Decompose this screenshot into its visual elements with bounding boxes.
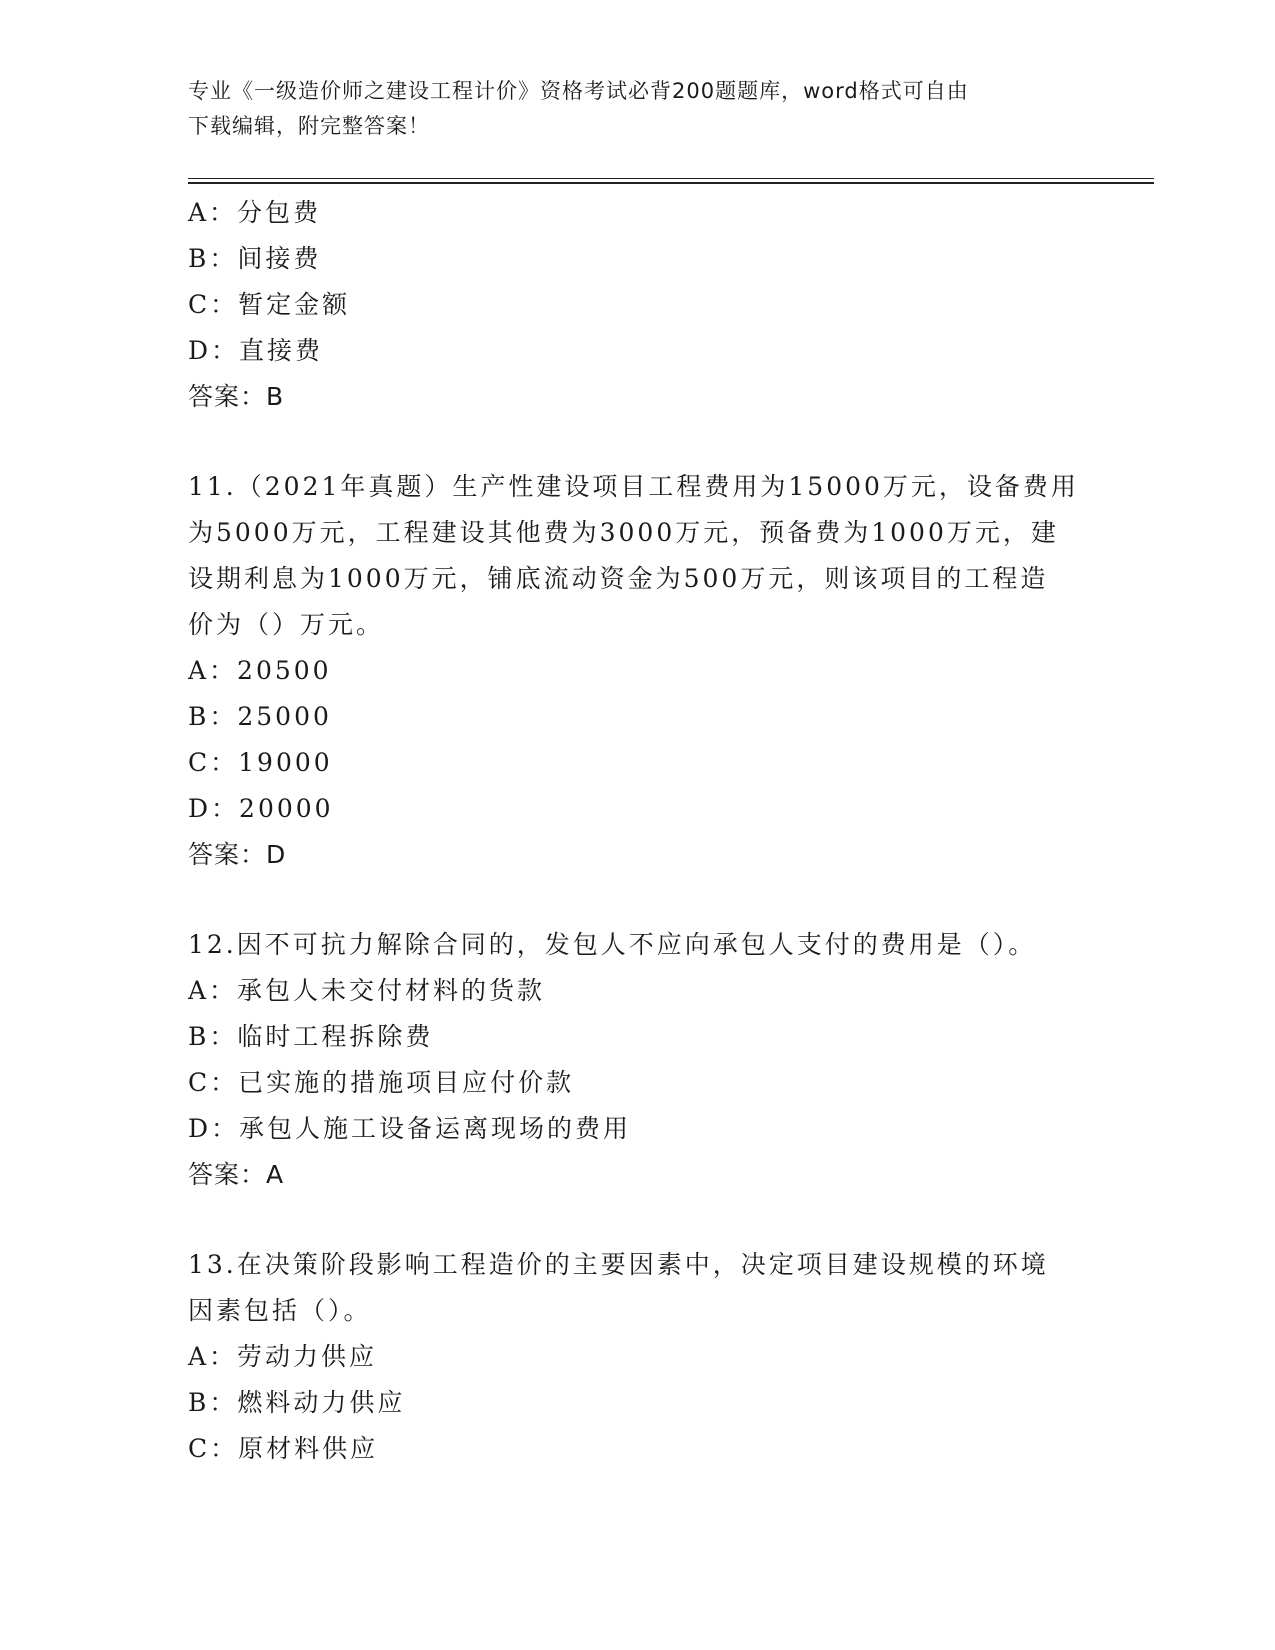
question-11 — [188, 464, 1088, 878]
header-line-2: 下载编辑，附完整答案！ — [188, 114, 430, 138]
option-a: A：20500 — [188, 656, 332, 685]
question-13 — [188, 1242, 1088, 1472]
option-a: A：分包费 — [188, 198, 322, 227]
header-line-1: 专业《一级造价师之建设工程计价》资格考试必背200题题库，word格式可自由 — [188, 79, 969, 103]
option-b: B：25000 — [188, 702, 332, 731]
question-text-line: 因素包括（）。 — [188, 1296, 372, 1325]
option-c: C：暂定金额 — [188, 290, 351, 319]
option-b: B：燃料动力供应 — [188, 1388, 406, 1417]
question-text-line: 设期利息为1000万元，铺底流动资金为500万元，则该项目的工程造 — [188, 564, 1049, 593]
option-d: D：承包人施工设备运离现场的费用 — [188, 1114, 632, 1143]
question-text-line: 11.（2021年真题）生产性建设项目工程费用为15000万元，设备费用 — [188, 472, 1079, 501]
document-header — [188, 74, 1068, 144]
option-a: A：承包人未交付材料的货款 — [188, 976, 546, 1005]
question-10 — [188, 190, 1088, 420]
option-b: B：间接费 — [188, 244, 322, 273]
option-a: A：劳动力供应 — [188, 1342, 378, 1371]
header-rule-thin — [188, 178, 1154, 179]
question-text-line: 13.在决策阶段影响工程造价的主要因素中，决定项目建设规模的环境 — [188, 1250, 1049, 1279]
answer: 答案：A — [188, 1160, 285, 1189]
answer: 答案：B — [188, 382, 285, 411]
answer: 答案：D — [188, 840, 287, 869]
question-text-line: 12.因不可抗力解除合同的，发包人不应向承包人支付的费用是（）。 — [188, 930, 1037, 959]
header-rule-thick — [188, 182, 1154, 184]
option-c: C：已实施的措施项目应付价款 — [188, 1068, 575, 1097]
option-c: C：19000 — [188, 748, 333, 777]
option-c: C：原材料供应 — [188, 1434, 379, 1463]
option-d: D：直接费 — [188, 336, 324, 365]
question-text-line: 为5000万元，工程建设其他费为3000万元，预备费为1000万元，建 — [188, 518, 1059, 547]
question-12 — [188, 922, 1088, 1198]
question-text-line: 价为（）万元。 — [188, 610, 385, 639]
option-d: D：20000 — [188, 794, 334, 823]
question-content — [188, 190, 1088, 1472]
option-b: B：临时工程拆除费 — [188, 1022, 434, 1051]
